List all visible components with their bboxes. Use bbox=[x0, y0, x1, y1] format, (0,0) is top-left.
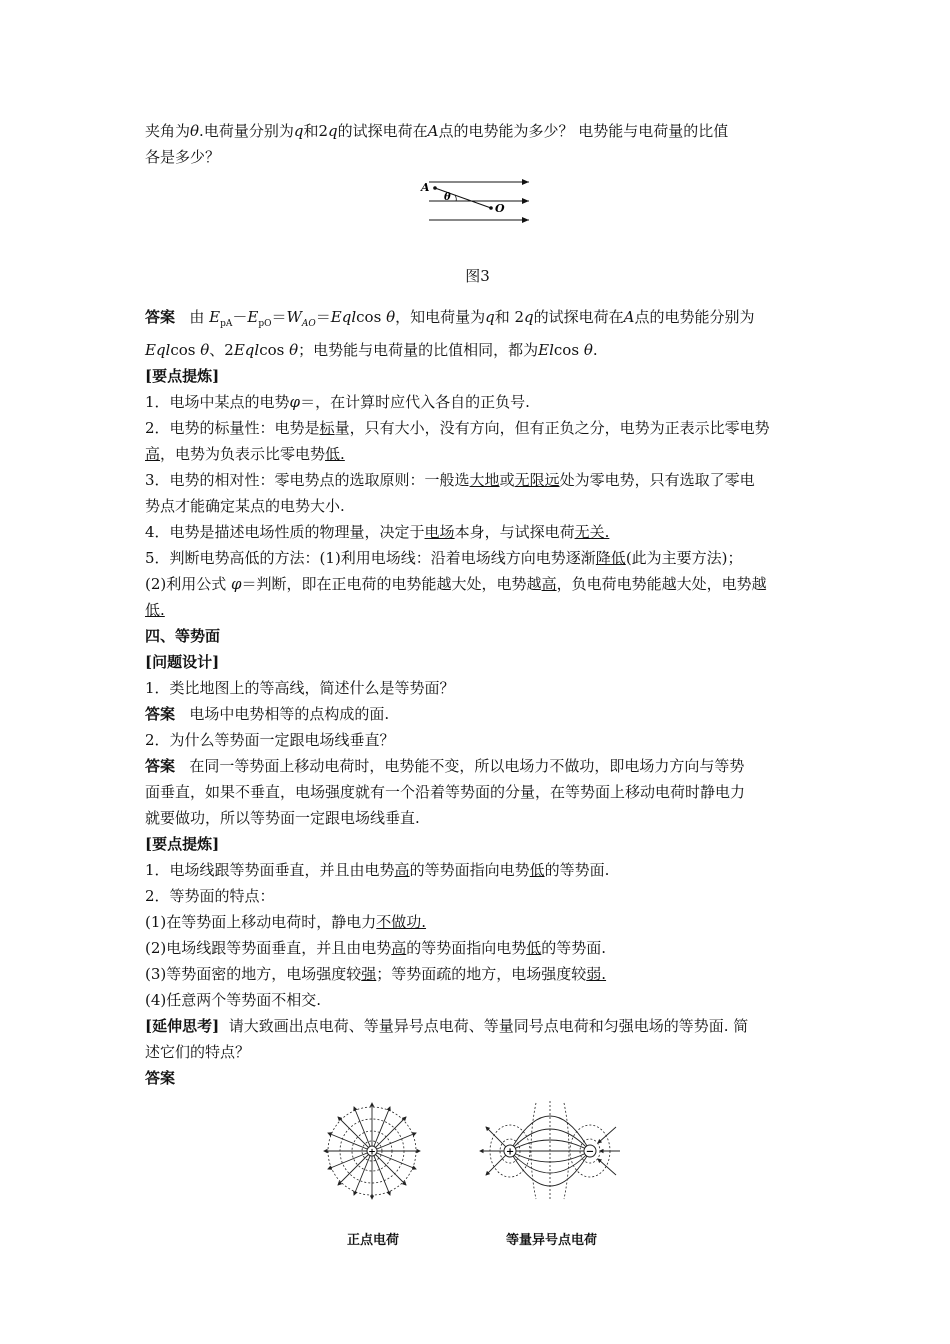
tips-1-item-3-cont: 势点才能确定某点的电势大小. bbox=[145, 497, 345, 515]
minus-sign: − bbox=[585, 1146, 595, 1158]
answer-q1: 答案 电场中电势相等的点构成的面. bbox=[145, 705, 390, 723]
answer-1-line-1: 答案 由 $E_{pA}-E_{pO}=W_{AO}=Eqlcos$ θ，知电荷量为q和 2q的试探电荷在A点的电势能分别为 bbox=[145, 308, 755, 329]
tips-1-item-5-end: 低. bbox=[145, 601, 165, 619]
tips-2-sub-2: (2)电场线跟等势面垂直，并且由电势高的等势面指向电势低的等势面. bbox=[145, 939, 607, 957]
tips-1-item-2-cont: 高，电势为负表示比零电势低. bbox=[145, 445, 345, 463]
field-diagram bbox=[417, 172, 537, 232]
tips-1-item-5: 5．判断电势高低的方法：(1)利用电场线：沿着电场线方向电势逐渐降低(此为主要方法)； bbox=[145, 549, 743, 567]
positive-charge-caption: 正点电荷 bbox=[347, 1233, 400, 1248]
tips-2-sub-1: (1)在等势面上移动电荷时，静电力不做功. bbox=[145, 913, 427, 931]
tips-2-sub-3: (3)等势面密的地方，电场强度较强；等势面疏的地方，电场强度较弱. bbox=[145, 965, 607, 983]
tips-1-heading: [要点提炼] bbox=[145, 367, 220, 385]
tips-2-item-2: 2．等势面的特点： bbox=[145, 887, 275, 905]
tips-1-item-2: 2．电势的标量性：电势是标量，只有大小，没有方向，但有正负之分，电势为正表示比零电势 bbox=[145, 419, 770, 437]
page-content bbox=[145, 118, 810, 1257]
tips-2-sub-4: (4)任意两个等势面不相交. bbox=[145, 991, 322, 1009]
section-4-title: 四、等势面 bbox=[145, 627, 221, 645]
question-1: 1．类比地图上的等高线，简述什么是等势面？ bbox=[145, 679, 455, 697]
plus-sign: + bbox=[505, 1146, 515, 1158]
answer-q2-line-3: 就要做功，所以等势面一定跟电场线垂直. bbox=[145, 809, 420, 827]
intro-line-2: 各是多少？ bbox=[145, 148, 221, 166]
tips-1-item-5-cont: (2)利用公式 φ＝判断，即在正电荷的电势能越大处，电势越高，负电荷电势能越大处，电势越 bbox=[145, 575, 767, 593]
extend-answer-label: 答案 bbox=[145, 1069, 176, 1087]
tips-2-item-1: 1．电场线跟等势面垂直，并且由电势高的等势面指向电势低的等势面. bbox=[145, 861, 610, 879]
label-theta: θ bbox=[444, 192, 451, 203]
question-2: 2．为什么等势面一定跟电场线垂直？ bbox=[145, 731, 395, 749]
plus-sign: + bbox=[368, 1147, 376, 1158]
answer-q2-line-1: 答案 在同一等势面上移动电荷时，电势能不变，所以电场力不做功，即电场力方向与等势 bbox=[145, 757, 745, 775]
tips-2-heading: [要点提炼] bbox=[145, 835, 220, 853]
tips-1-item-3: 3．电势的相对性：零电势点的选取原则：一般选大地或无限远处为零电势，只有选取了零电 bbox=[145, 471, 755, 489]
extend-line-2: 述它们的特点？ bbox=[145, 1043, 251, 1061]
point-O bbox=[489, 206, 493, 210]
answer-q2-line-2: 面垂直，如果不垂直，电场强度就有一个沿着等势面的分量，在等势面上移动电荷时静电力 bbox=[145, 783, 746, 801]
tips-1-item-1: 1．电场中某点的电势φ＝，在计算时应代入各自的正负号. bbox=[145, 393, 530, 411]
extend-line-1: [延伸思考] 请大致画出点电荷、等量异号点电荷、等量同号点电荷和匀强电场的等势面. 简 bbox=[145, 1017, 749, 1035]
figure-3-caption: 图3 bbox=[465, 267, 490, 285]
tips-1-item-4: 4．电势是描述电场性质的物理量，决定于电场本身，与试探电荷无关. bbox=[145, 523, 610, 541]
positive-charge-figure bbox=[324, 1103, 420, 1199]
answer-1-line-2: Eqlcos θ、2Eqlcos θ；电势能与电荷量的比值相同，都为Elcos θ. bbox=[145, 341, 598, 359]
question-design-heading: [问题设计] bbox=[145, 653, 220, 671]
equipotential-figures bbox=[145, 1097, 810, 1257]
dipole-caption: 等量异号点电荷 bbox=[506, 1233, 598, 1248]
dipole-figure bbox=[480, 1101, 620, 1201]
label-O: O bbox=[495, 202, 505, 215]
figure-3 bbox=[145, 170, 810, 248]
intro-line-1: 夹角为θ.电荷量分别为q和2q的试探电荷在A点的电势能为多少？ 电势能与电荷量的比值 bbox=[145, 122, 729, 140]
charge-diagrams bbox=[145, 1097, 810, 1227]
point-A bbox=[433, 186, 437, 190]
label-A: A bbox=[421, 181, 430, 194]
